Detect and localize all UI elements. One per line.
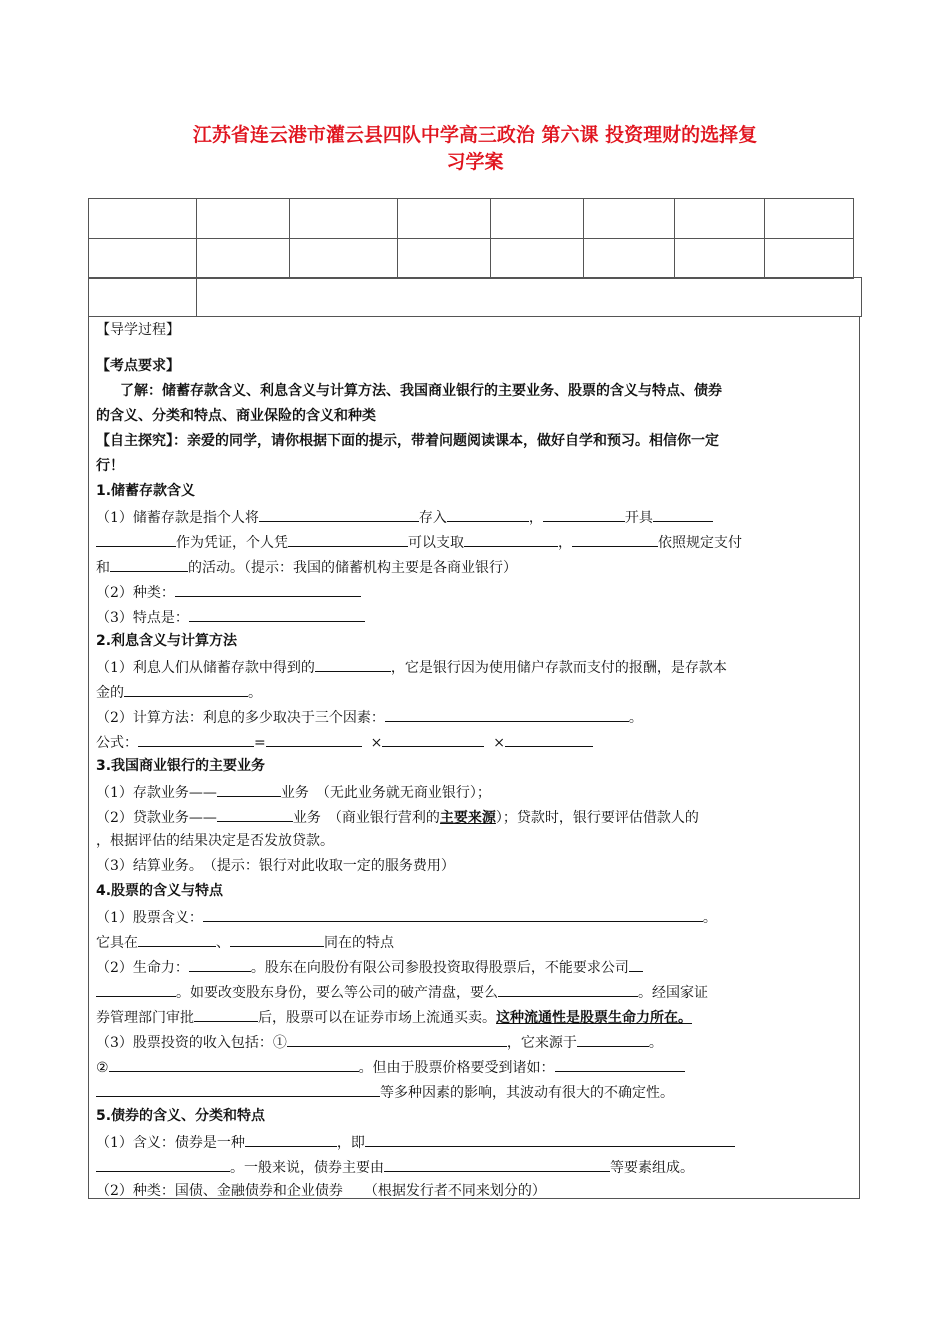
grid-cell <box>491 239 584 279</box>
blank[interactable] <box>138 731 254 747</box>
blank[interactable] <box>287 1031 507 1047</box>
blank[interactable] <box>245 1131 337 1147</box>
blank[interactable] <box>288 531 408 547</box>
blank[interactable] <box>109 1056 359 1072</box>
requirement-heading: 【考点要求】 <box>96 358 180 374</box>
title-line-1: 江苏省连云港市灌云县四队中学高三政治 第六课 投资理财的选择复 <box>192 124 758 146</box>
section-3-line-3: ，根据评估的结果决定是否发放贷款。 <box>96 833 334 849</box>
grid-cell <box>675 199 765 239</box>
blank[interactable] <box>382 731 484 747</box>
grid-cell <box>89 239 197 279</box>
section-4-line-7: ② 。但由于股票价格要受到诸如： <box>96 1056 856 1076</box>
section-1-line-3: 和 的活动。（提示：我国的储蓄机构主要是各商业银行） <box>96 556 856 576</box>
section-4-line-1: （1）股票含义： 。 <box>96 906 856 926</box>
blank[interactable] <box>577 1031 649 1047</box>
section-5-line-1: （1）含义：债券是一种 ，即 <box>96 1131 856 1151</box>
requirement-text-cont: 的含义、分类和特点、商业保险的含义和种类 <box>96 408 376 424</box>
blank[interactable] <box>653 506 713 522</box>
self-study-text: 【自主探究】：亲爱的同学，请你根据下面的提示，带着问题阅读课本，做好自学和预习。相信你一定 <box>96 433 719 449</box>
section-4-heading: 4.股票的含义与特点 <box>96 883 224 899</box>
grid-cell <box>398 239 491 279</box>
section-1-line-5: （3）特点是： <box>96 606 856 626</box>
blank[interactable] <box>217 806 293 822</box>
header-grid-row <box>88 277 862 317</box>
section-1-line-1: （1）储蓄存款是指个人将 存入 ， 开具 <box>96 506 856 526</box>
blank[interactable] <box>194 1006 258 1022</box>
section-2-formula: 公式： = × × <box>96 731 856 751</box>
section-4-line-3: （2）生命力： 。股东在向股份有限公司参股投资取得股票后，不能要求公司 <box>96 956 856 976</box>
section-1-heading: 1.储蓄存款含义 <box>96 483 196 499</box>
self-study-text-cont: 行！ <box>96 458 124 474</box>
section-4-line-8: 等多种因素的影响，其波动有很大的不确定性。 <box>96 1081 856 1101</box>
blank[interactable] <box>138 931 216 947</box>
section-2-line-2: 金的 。 <box>96 681 856 701</box>
section-2-heading: 2.利息含义与计算方法 <box>96 633 238 649</box>
blank[interactable] <box>505 731 593 747</box>
grid-cell <box>89 199 197 239</box>
blank[interactable] <box>365 1131 735 1147</box>
requirement-text: 了解：储蓄存款含义、利息含义与计算方法、我国商业银行的主要业务、股票的含义与特点、债券 <box>120 383 722 399</box>
blank[interactable] <box>175 581 361 597</box>
blank[interactable] <box>96 1081 380 1097</box>
grid-cell <box>197 199 290 239</box>
blank[interactable] <box>259 506 419 522</box>
section-1-line-2: 作为凭证，个人凭 可以支取 ， 依照规定支付 <box>96 531 856 551</box>
grid-cell <box>290 199 398 239</box>
grid-cell <box>765 199 854 239</box>
section-3-line-1: （1）存款业务—— 业务 （无此业务就无商业银行）； <box>96 781 856 801</box>
blank[interactable] <box>384 1156 610 1172</box>
section-5-line-2: 。一般来说，债券主要由 等要素组成。 <box>96 1156 856 1176</box>
blank[interactable] <box>315 656 391 672</box>
section-3-line-2: （2）贷款业务—— 业务 （商业银行营利的主要来源）；贷款时，银行要评估借款人的 <box>96 806 856 826</box>
section-1-line-4: （2）种类： <box>96 581 856 601</box>
blank[interactable] <box>96 981 176 997</box>
section-4-line-4: 。如要改变股东身份，要么等公司的破产清盘，要么 。经国家证 <box>96 981 856 1001</box>
blank[interactable] <box>189 606 365 622</box>
blank[interactable] <box>189 956 251 972</box>
blank[interactable] <box>555 1056 685 1072</box>
section-3-heading: 3.我国商业银行的主要业务 <box>96 758 266 774</box>
section-4-line-6: （3）股票投资的收入包括：① ，它来源于 。 <box>96 1031 856 1051</box>
document-title <box>88 122 862 176</box>
title-line-2: 习学案 <box>446 151 504 173</box>
header-grid <box>88 198 854 279</box>
section-5-heading: 5.债券的含义、分类和特点 <box>96 1108 266 1124</box>
grid-cell <box>290 239 398 279</box>
grid-cell <box>398 199 491 239</box>
grid-cell <box>584 199 675 239</box>
guide-heading: 【导学过程】 <box>96 322 180 338</box>
section-4-line-2: 它具在 、 同在的特点 <box>96 931 856 951</box>
blank[interactable] <box>572 531 658 547</box>
section-4-line-5: 券管理部门审批 后，股票可以在证券市场上流通买卖。这种流通性是股票生命力所在。 <box>96 1006 856 1026</box>
blank[interactable] <box>230 931 324 947</box>
blank[interactable] <box>203 906 703 922</box>
section-2-line-1: （1）利息人们从储蓄存款中得到的 ，它是银行因为使用储户存款而支付的报酬，是存款本 <box>96 656 856 676</box>
grid-cell <box>584 239 675 279</box>
blank[interactable] <box>464 531 558 547</box>
grid-cell <box>197 239 290 279</box>
blank[interactable] <box>124 681 248 697</box>
grid-cell <box>765 239 854 279</box>
grid-cell <box>491 199 584 239</box>
grid-cell <box>89 278 197 317</box>
blank[interactable] <box>629 956 643 972</box>
blank[interactable] <box>110 556 188 572</box>
section-5-line-3: （2）种类：国债、金融债券和企业债券 （根据发行者不同来划分的） <box>96 1183 546 1199</box>
blank[interactable] <box>447 506 529 522</box>
blank[interactable] <box>385 706 629 722</box>
blank[interactable] <box>96 1156 230 1172</box>
grid-cell <box>197 278 862 317</box>
section-2-line-3: （2）计算方法：利息的多少取决于三个因素： 。 <box>96 706 856 726</box>
blank[interactable] <box>96 531 176 547</box>
grid-cell <box>675 239 765 279</box>
blank[interactable] <box>217 781 281 797</box>
section-3-line-4: （3）结算业务。 （提示：银行对此收取一定的服务费用） <box>96 858 455 874</box>
blank[interactable] <box>266 731 362 747</box>
blank[interactable] <box>543 506 625 522</box>
blank[interactable] <box>498 981 638 997</box>
